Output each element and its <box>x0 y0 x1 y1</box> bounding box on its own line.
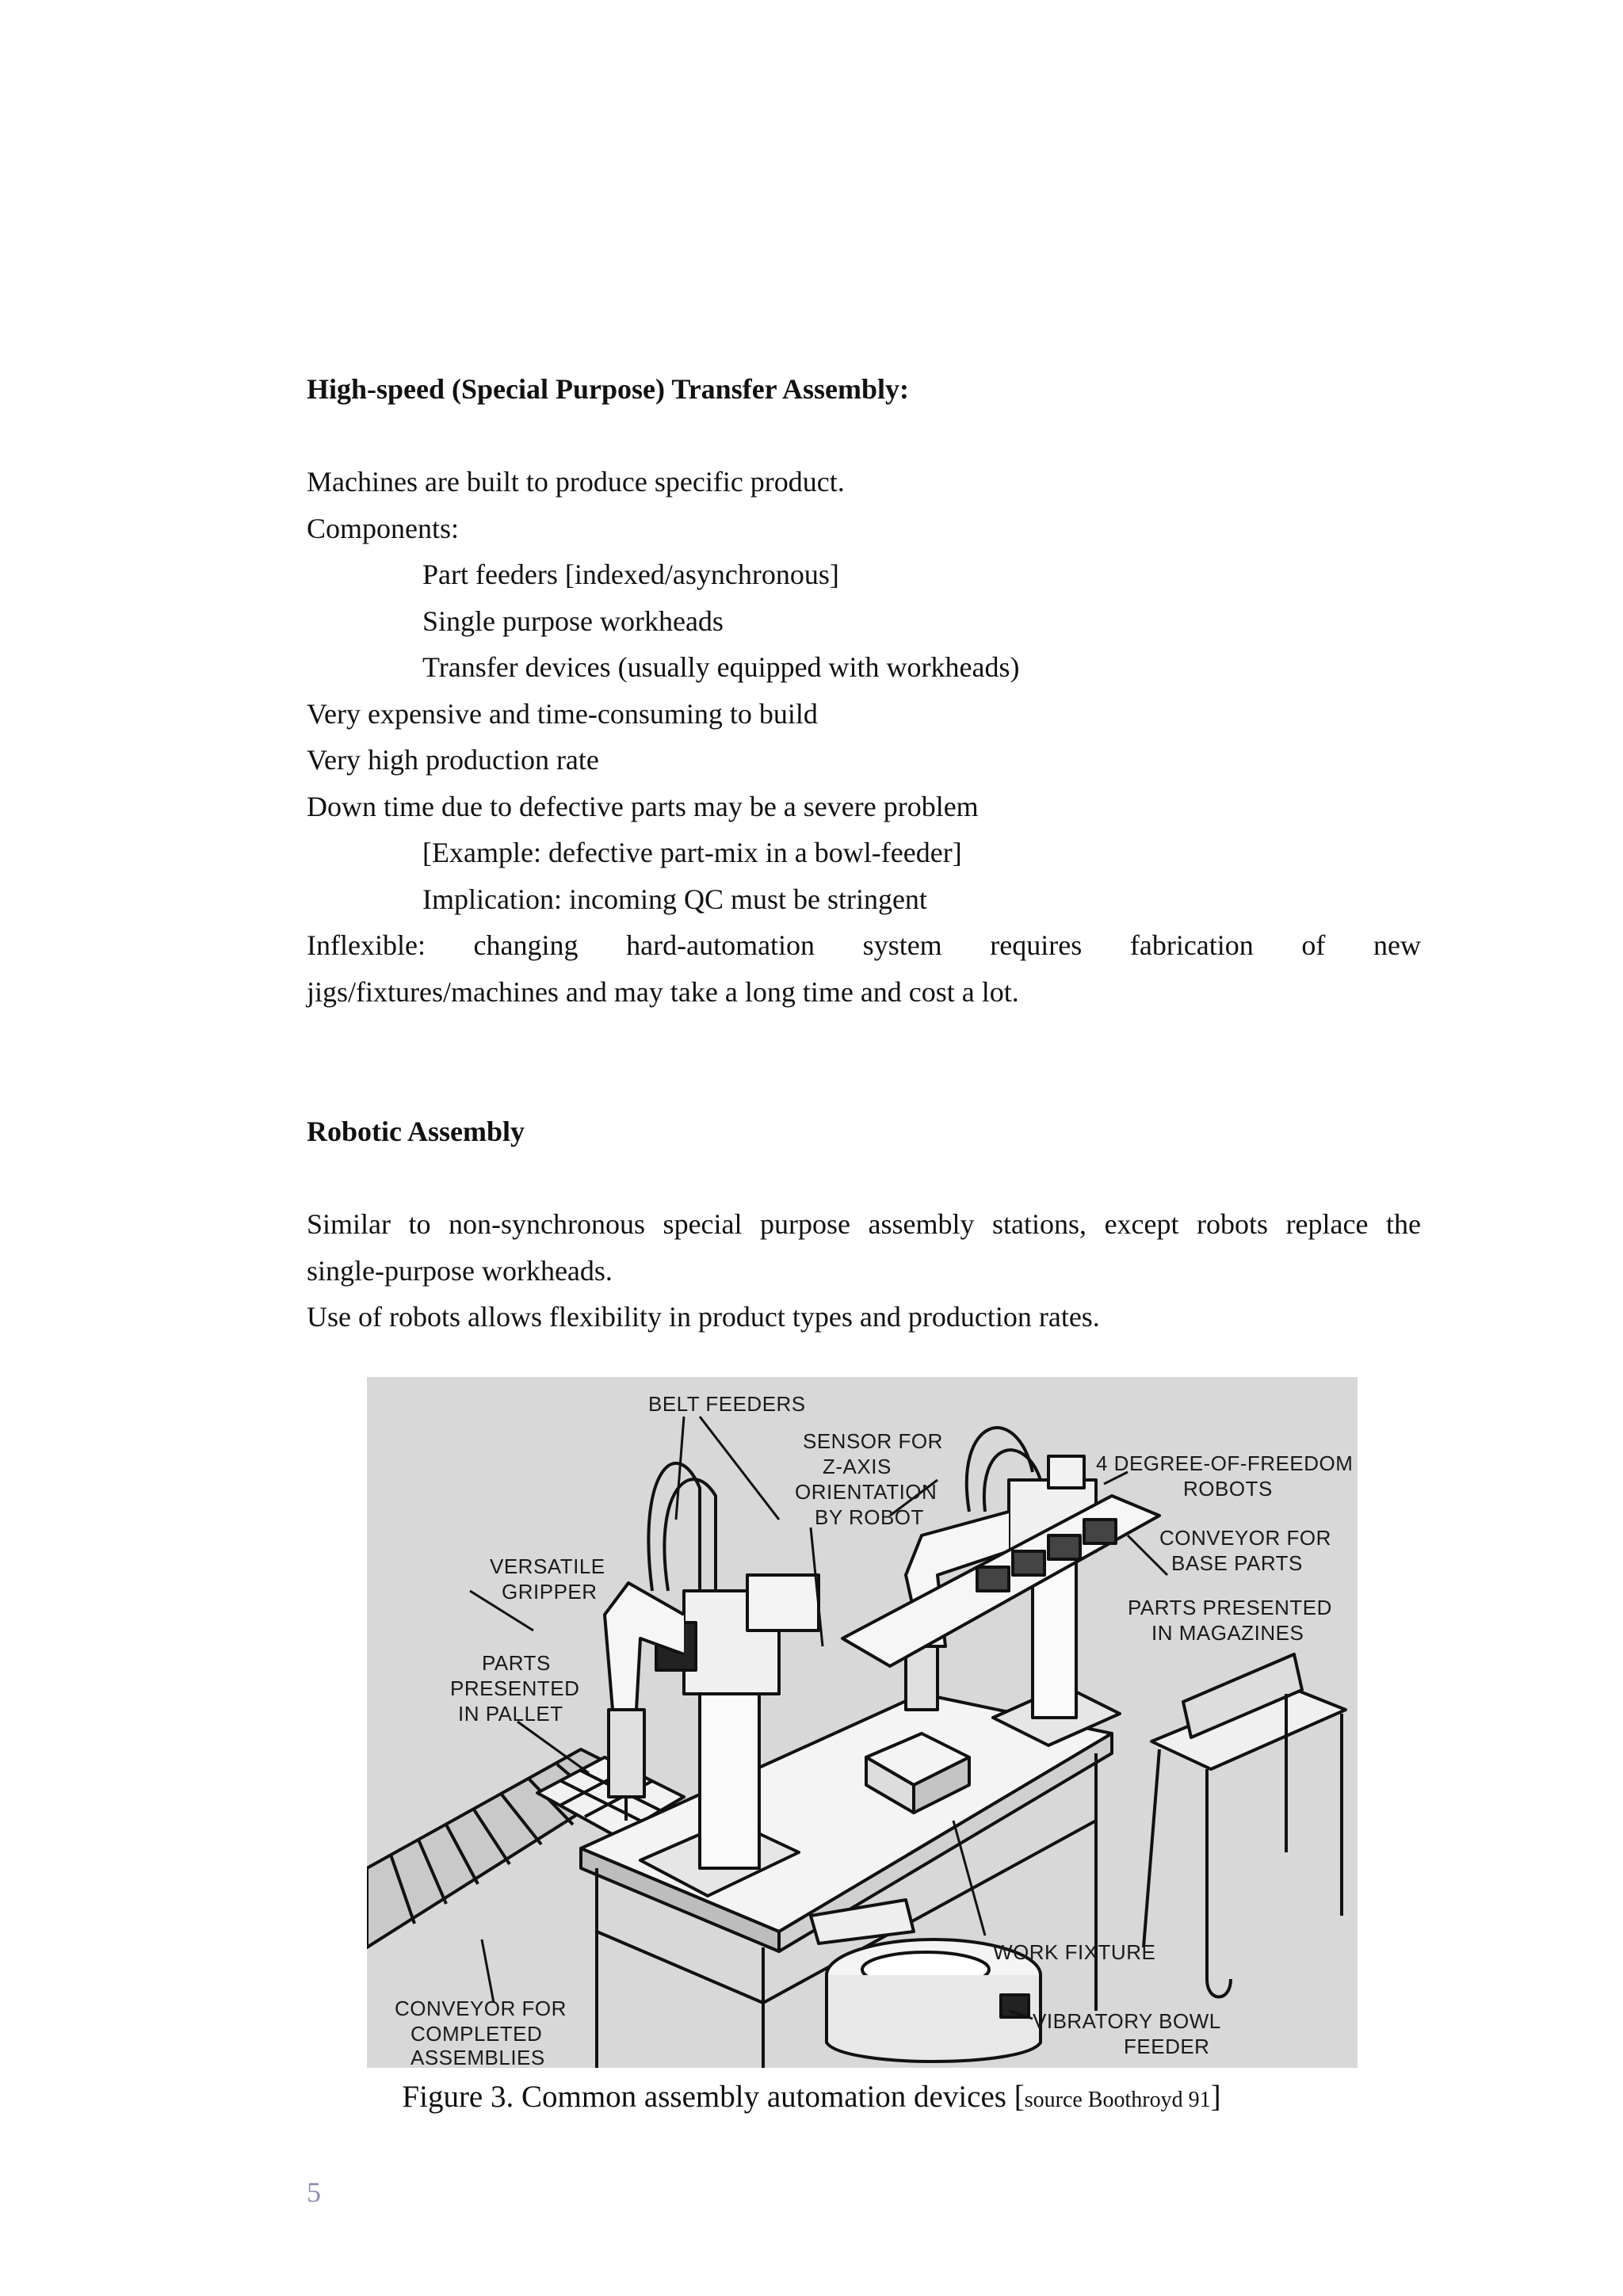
list-item: Part feeders [indexed/asynchronous] <box>422 559 839 590</box>
blank-line <box>307 413 1421 460</box>
paragraph-line: single-purpose workheads. <box>307 1254 613 1287</box>
paragraph-line: jigs/fixtures/machines and may take a long time and cost a lot. <box>307 975 1019 1008</box>
paragraph-line: Very high production rate <box>307 744 599 776</box>
figure-caption <box>0 2077 1623 2120</box>
label-conveyor-completed: ASSEMBLIES <box>411 2046 545 2068</box>
vibratory-bowl-feeder <box>811 1900 1041 2061</box>
label-sensor: BY ROBOT <box>815 1505 924 1529</box>
paragraph-line: Machines are built to produce specific product. <box>307 466 845 498</box>
label-parts-pallet: PARTS <box>482 1651 551 1675</box>
page-number: 5 <box>307 2176 321 2208</box>
label-work-fixture: WORK FIXTURE <box>993 1940 1156 1964</box>
label-parts-pallet: IN PALLET <box>458 1702 563 1726</box>
label-vibratory-bowl: VIBRATORY BOWL <box>1033 2009 1221 2033</box>
list-item: [Example: defective part-mix in a bowl-feeder] <box>422 837 962 868</box>
label-dof-robots: 4 DEGREE-OF-FREEDOM <box>1096 1451 1354 1475</box>
label-versatile-gripper: VERSATILE <box>490 1554 605 1578</box>
components-label: Components: <box>307 512 460 544</box>
paragraph-line: Very expensive and time-consuming to build <box>307 697 818 730</box>
assembly-automation-figure <box>367 1377 1358 2068</box>
robot-cell-illustration <box>367 1377 1358 2068</box>
label-parts-magazines: PARTS PRESENTED <box>1128 1596 1332 1619</box>
label-sensor: Z-AXIS <box>823 1455 892 1478</box>
label-sensor: ORIENTATION <box>795 1480 938 1504</box>
paragraph-line: Use of robots allows flexibility in product types and production rates. <box>307 1301 1100 1333</box>
label-conveyor-completed: COMPLETED <box>411 2022 543 2046</box>
section-high-speed-transfer <box>307 366 1421 1015</box>
caption-text: Figure 3. Common assembly automation devices [ <box>402 2080 1025 2114</box>
label-parts-magazines: IN MAGAZINES <box>1151 1621 1304 1645</box>
label-dof-robots: ROBOTS <box>1183 1477 1273 1501</box>
label-sensor: SENSOR FOR <box>803 1429 943 1453</box>
label-conveyor-base-parts: BASE PARTS <box>1171 1551 1303 1575</box>
section-robotic-assembly <box>307 1108 1421 1341</box>
caption-source: source Boothroyd 91 <box>1024 2088 1211 2112</box>
label-versatile-gripper: GRIPPER <box>502 1580 598 1604</box>
parts-magazine-stand <box>1144 1654 1346 1997</box>
list-item: Implication: incoming QC must be stringent <box>422 883 927 915</box>
list-item: Transfer devices (usually equipped with workheads) <box>422 651 1020 683</box>
label-conveyor-completed: CONVEYOR FOR <box>395 1997 567 2020</box>
label-belt-feeders: BELT FEEDERS <box>648 1392 806 1416</box>
paragraph-line-justified: Inflexible: changing hard-automation system requires fabrication of new <box>307 929 1421 961</box>
paragraph-line-justified: Similar to non-synchronous special purpose assembly stations, except robots replace the <box>307 1208 1421 1240</box>
label-vibratory-bowl: FEEDER <box>1124 2035 1210 2058</box>
paragraph-line: Down time due to defective parts may be a severe problem <box>307 790 979 822</box>
label-parts-pallet: PRESENTED <box>450 1676 580 1700</box>
label-conveyor-base-parts: CONVEYOR FOR <box>1159 1526 1331 1550</box>
blank-line <box>307 1155 1421 1202</box>
caption-bracket: ] <box>1210 2080 1221 2114</box>
list-item: Single purpose workheads <box>422 605 724 637</box>
section-heading: High-speed (Special Purpose) Transfer Assembly: <box>307 373 910 405</box>
section-heading: Robotic Assembly <box>307 1116 525 1147</box>
